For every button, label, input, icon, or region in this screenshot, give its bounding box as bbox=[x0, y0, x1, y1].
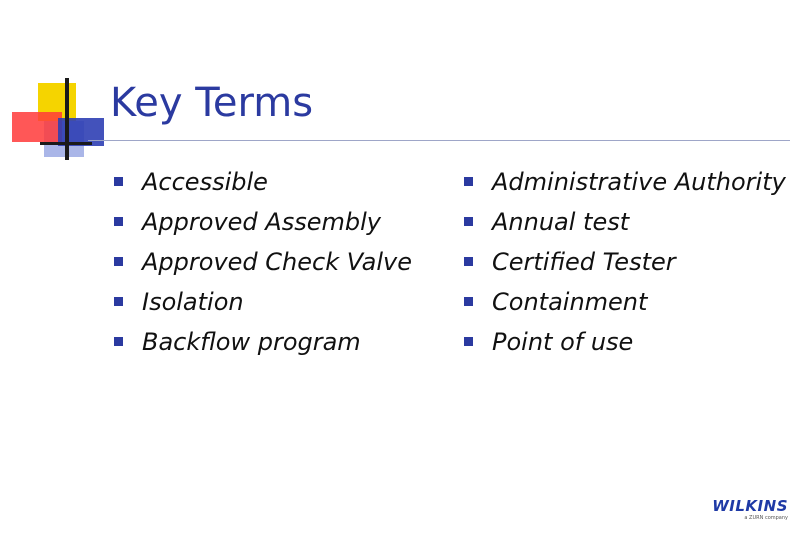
logo-wordmark: WILKINS bbox=[712, 497, 788, 515]
bullet-square-icon bbox=[464, 257, 473, 266]
list-item bbox=[462, 162, 792, 202]
list-item bbox=[462, 202, 792, 242]
decor-vertical-line bbox=[65, 78, 69, 160]
slide-title: Key Terms bbox=[110, 80, 314, 126]
bullet-square-icon bbox=[464, 337, 473, 346]
bullet-square-icon bbox=[114, 337, 123, 346]
list-item bbox=[112, 202, 442, 242]
list-item bbox=[112, 282, 442, 322]
bullet-square-icon bbox=[464, 297, 473, 306]
list-item bbox=[462, 282, 792, 322]
bullet-square-icon bbox=[114, 217, 123, 226]
term-text: Annual test bbox=[492, 208, 630, 236]
list-item bbox=[462, 242, 792, 282]
list-item bbox=[462, 322, 792, 362]
bullet-square-icon bbox=[464, 217, 473, 226]
title-underline bbox=[88, 140, 790, 141]
term-text: Certified Tester bbox=[492, 248, 676, 276]
bullet-square-icon bbox=[464, 177, 473, 186]
term-text: Containment bbox=[492, 288, 648, 316]
list-item bbox=[112, 162, 442, 202]
decor-horizontal-line bbox=[40, 142, 92, 145]
term-text: Approved Assembly bbox=[142, 208, 381, 236]
bullet-square-icon bbox=[114, 257, 123, 266]
right-term-list bbox=[462, 162, 792, 362]
term-text: Accessible bbox=[142, 168, 268, 196]
decor-red-square bbox=[12, 112, 62, 142]
bullet-square-icon bbox=[114, 297, 123, 306]
term-text: Backflow program bbox=[142, 328, 361, 356]
term-text: Approved Check Valve bbox=[142, 248, 412, 276]
wilkins-logo bbox=[708, 498, 788, 522]
left-term-list bbox=[112, 162, 442, 362]
term-text: Point of use bbox=[492, 328, 634, 356]
logo-tagline: a ZURN company bbox=[744, 515, 788, 521]
list-item bbox=[112, 322, 442, 362]
term-text: Isolation bbox=[142, 288, 244, 316]
list-item bbox=[112, 242, 442, 282]
term-text: Administrative Authority bbox=[492, 168, 786, 196]
bullet-square-icon bbox=[114, 177, 123, 186]
